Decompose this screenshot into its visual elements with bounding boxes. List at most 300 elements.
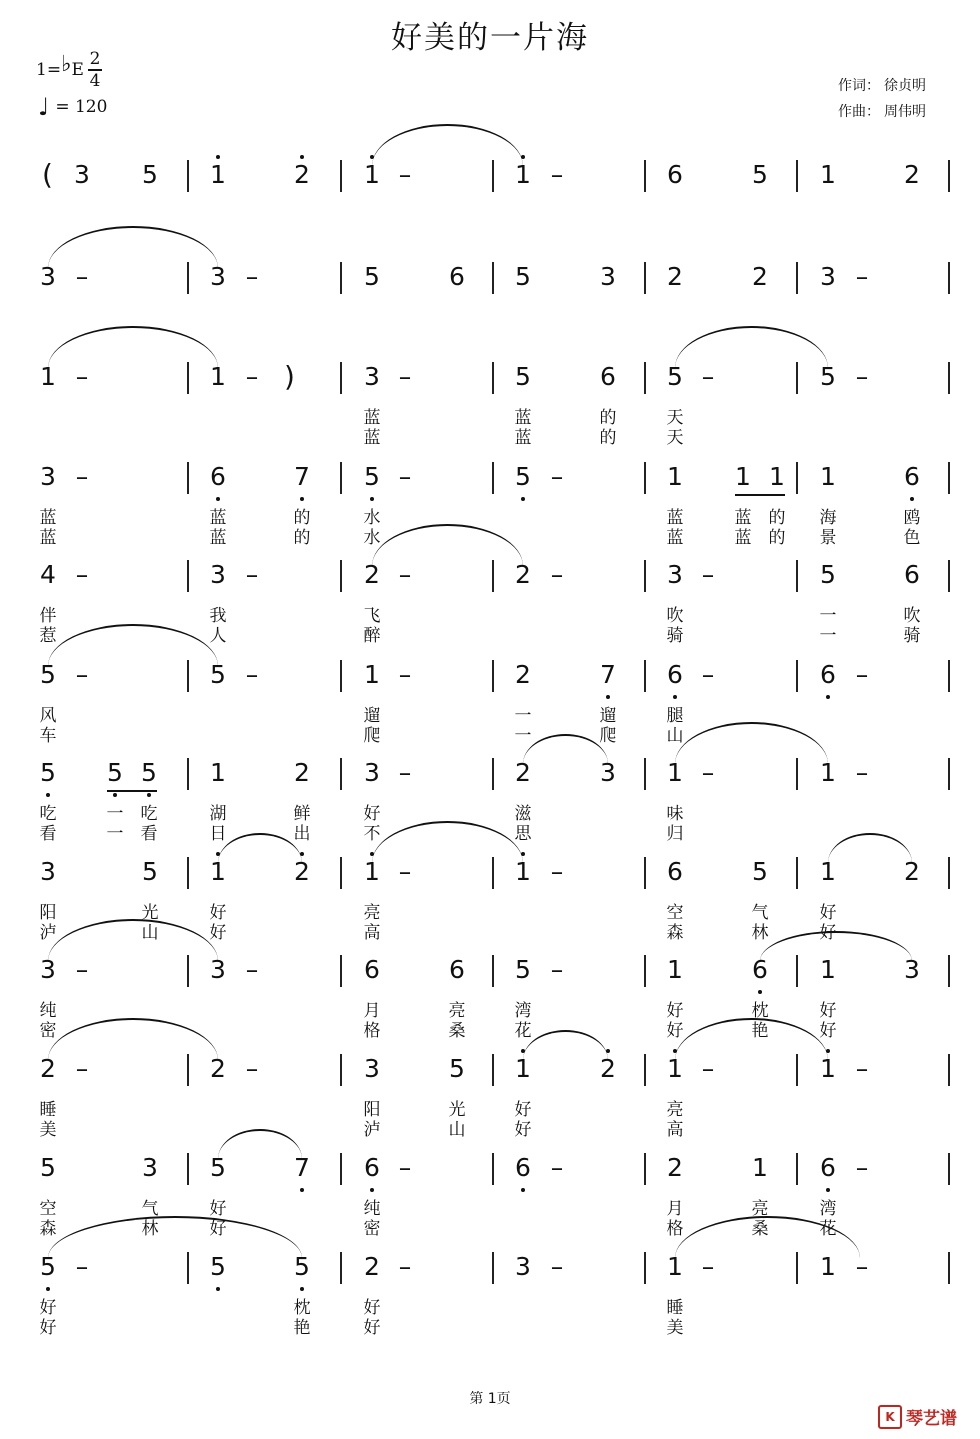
note: 1	[820, 758, 836, 787]
note: –	[550, 1153, 564, 1182]
lyric: 好	[39, 1298, 57, 1318]
note: 3	[600, 758, 616, 787]
bar-line	[948, 857, 950, 889]
bar-line	[340, 1153, 342, 1185]
bar-line	[644, 758, 646, 790]
note: 1	[364, 857, 380, 886]
lyric: 花	[514, 1021, 532, 1041]
note: 1	[210, 758, 226, 787]
note: 1	[667, 1054, 683, 1083]
bar-line	[492, 462, 494, 494]
logo-text: 琴艺谱	[906, 1409, 957, 1429]
note: 5	[820, 560, 836, 589]
lyricist-credit	[838, 75, 926, 95]
lyric: 山	[666, 726, 684, 746]
note: 2	[904, 160, 920, 189]
bar-line	[340, 955, 342, 987]
octave-dot	[826, 1188, 830, 1192]
lyric: 蓝	[363, 428, 381, 448]
lyric: 艳	[751, 1021, 769, 1041]
bar-line	[492, 1252, 494, 1284]
octave-dot	[370, 497, 374, 501]
bar-line	[644, 1153, 646, 1185]
lyric: 密	[39, 1021, 57, 1041]
note: –	[75, 362, 89, 391]
bar-line	[796, 1153, 798, 1185]
note: –	[855, 1054, 869, 1083]
slur	[48, 624, 218, 666]
bar-line	[492, 262, 494, 294]
bar-line	[948, 362, 950, 394]
note: 6	[667, 857, 683, 886]
lyric: 山	[141, 923, 159, 943]
octave-dot	[147, 793, 151, 797]
note: –	[398, 1252, 412, 1281]
key-letter: E	[71, 60, 84, 80]
note: 6	[364, 1153, 380, 1182]
lyric: 密	[363, 1219, 381, 1239]
beam-line	[735, 494, 785, 496]
lyric: 枕	[751, 1001, 769, 1021]
note: –	[75, 462, 89, 491]
note: 6	[904, 560, 920, 589]
note: 1	[735, 462, 751, 491]
slur	[372, 124, 523, 166]
slur	[760, 931, 912, 961]
note: –	[398, 362, 412, 391]
note: 6	[449, 955, 465, 984]
song-title: 好美的一片海	[391, 20, 589, 56]
slur	[372, 524, 523, 566]
meter-bottom: 4	[89, 70, 101, 91]
lyric: 醉	[363, 626, 381, 646]
lyric: 惹	[39, 626, 57, 646]
note: 3	[667, 560, 683, 589]
bar-line	[948, 560, 950, 592]
lyric: 腿	[666, 706, 684, 726]
note: 5	[515, 955, 531, 984]
note: 1	[820, 955, 836, 984]
lyric: 一	[106, 804, 124, 824]
lyric: 好	[666, 1001, 684, 1021]
lyric: 鸥	[903, 508, 921, 528]
note: 1	[667, 758, 683, 787]
note: –	[75, 560, 89, 589]
bar-line	[796, 857, 798, 889]
note: 5	[210, 1252, 226, 1281]
lyric: 蓝	[363, 408, 381, 428]
note: 6	[820, 1153, 836, 1182]
slur	[48, 226, 218, 268]
bar-line	[948, 1153, 950, 1185]
note: 3	[40, 262, 56, 291]
octave-dot	[370, 1188, 374, 1192]
lyric: 看	[140, 824, 158, 844]
bar-line	[796, 660, 798, 692]
note: 3	[142, 1153, 158, 1182]
bar-line	[948, 660, 950, 692]
key-prefix: 1=	[36, 60, 62, 80]
lyric: 蓝	[39, 528, 57, 548]
note: –	[550, 160, 564, 189]
lyric: 一	[514, 706, 532, 726]
bar-line	[644, 362, 646, 394]
lyric: 出	[293, 824, 311, 844]
lyric: 归	[666, 824, 684, 844]
bar-line	[492, 660, 494, 692]
bar-line	[796, 160, 798, 192]
slur	[48, 326, 218, 368]
lyric: 桑	[448, 1021, 466, 1041]
page-number: 第 1页	[469, 1391, 511, 1407]
lyric: 一	[106, 824, 124, 844]
note: –	[245, 660, 259, 689]
key-signature	[36, 52, 84, 81]
slur	[218, 1129, 302, 1159]
slur	[48, 1216, 302, 1258]
bar-line	[492, 758, 494, 790]
lyric: 亮	[448, 1001, 466, 1021]
bar-line	[644, 660, 646, 692]
bar-line	[644, 160, 646, 192]
lyric: 森	[666, 923, 684, 943]
slur	[372, 821, 523, 863]
note: 7	[600, 660, 616, 689]
time-signature	[88, 50, 102, 90]
lyric: 人	[209, 626, 227, 646]
note: –	[855, 758, 869, 787]
note: 5	[294, 1252, 310, 1281]
lyric: 月	[363, 1001, 381, 1021]
octave-dot	[521, 1188, 525, 1192]
note: 5	[40, 758, 56, 787]
note: 6	[667, 660, 683, 689]
lyric: 蓝	[514, 428, 532, 448]
lyric: 吃	[140, 804, 158, 824]
note: –	[855, 262, 869, 291]
octave-dot	[216, 155, 220, 159]
lyric: 好	[363, 804, 381, 824]
credit-label: 作词：	[838, 78, 880, 94]
note: 3	[74, 160, 90, 189]
note: 2	[667, 1153, 683, 1182]
octave-dot	[606, 695, 610, 699]
octave-dot	[300, 155, 304, 159]
note: 6	[820, 660, 836, 689]
lyric: 鲜	[293, 804, 311, 824]
lyric: 蓝	[209, 528, 227, 548]
lyric: 色	[903, 528, 921, 548]
lyric: 好	[209, 903, 227, 923]
note: –	[245, 955, 259, 984]
note: 1	[820, 857, 836, 886]
lyric: 的	[293, 528, 311, 548]
octave-dot	[300, 1287, 304, 1291]
note: 3	[210, 262, 226, 291]
bar-line	[796, 262, 798, 294]
slur	[675, 1018, 828, 1060]
note: 2	[40, 1054, 56, 1083]
lyric: 吹	[903, 606, 921, 626]
lyric: 风	[39, 706, 57, 726]
note: 5	[752, 857, 768, 886]
lyric: 气	[751, 903, 769, 923]
note: –	[245, 262, 259, 291]
lyric: 高	[363, 923, 381, 943]
note: –	[398, 560, 412, 589]
lyric: 纯	[39, 1001, 57, 1021]
bar-line	[948, 1252, 950, 1284]
lyric: 的	[293, 508, 311, 528]
bar-line	[340, 262, 342, 294]
note: 5	[515, 362, 531, 391]
note: –	[550, 1252, 564, 1281]
note: 3	[820, 262, 836, 291]
octave-dot	[46, 793, 50, 797]
lyric: 林	[751, 923, 769, 943]
octave-dot	[826, 695, 830, 699]
tempo-marking	[38, 93, 107, 121]
note: 1	[364, 660, 380, 689]
lyric: 滋	[514, 804, 532, 824]
lyric: 海	[819, 508, 837, 528]
bar-line	[492, 1153, 494, 1185]
lyric: 气	[141, 1199, 159, 1219]
lyric: 爬	[599, 726, 617, 746]
bar-line	[340, 758, 342, 790]
note: –	[550, 462, 564, 491]
note: 3	[515, 1252, 531, 1281]
note: 6	[210, 462, 226, 491]
note: 4	[40, 560, 56, 589]
slur	[675, 722, 828, 764]
bar-line	[948, 758, 950, 790]
lyric: 遛	[363, 706, 381, 726]
octave-dot	[216, 497, 220, 501]
bar-line	[187, 560, 189, 592]
lyric: 天	[666, 408, 684, 428]
note: –	[75, 262, 89, 291]
note: 2	[515, 758, 531, 787]
lyric: 森	[39, 1219, 57, 1239]
lyric: 阳	[39, 903, 57, 923]
bar-line	[948, 160, 950, 192]
lyric: 空	[666, 903, 684, 923]
lyric: 的	[599, 408, 617, 428]
close-paren: )	[284, 360, 295, 393]
site-logo	[878, 1404, 957, 1429]
lyric: 伴	[39, 606, 57, 626]
bar-line	[340, 1054, 342, 1086]
lyric: 好	[514, 1100, 532, 1120]
bar-line	[340, 462, 342, 494]
note: 2	[904, 857, 920, 886]
lyric: 思	[514, 824, 532, 844]
note: –	[855, 362, 869, 391]
beam-line	[107, 790, 157, 792]
lyric: 一	[514, 726, 532, 746]
tempo-value: = 120	[55, 97, 108, 117]
note: 2	[294, 160, 310, 189]
note: –	[75, 1054, 89, 1083]
slur	[48, 919, 218, 961]
lyric: 看	[39, 824, 57, 844]
note: –	[398, 160, 412, 189]
slur	[218, 833, 302, 863]
bar-line	[796, 560, 798, 592]
note: 1	[40, 362, 56, 391]
lyric: 水	[363, 528, 381, 548]
lyric: 亮	[363, 903, 381, 923]
lyric: 水	[363, 508, 381, 528]
note: 1	[515, 857, 531, 886]
note: 1	[769, 462, 785, 491]
note: 6	[600, 362, 616, 391]
lyric: 光	[448, 1100, 466, 1120]
note: –	[550, 955, 564, 984]
lyric: 我	[209, 606, 227, 626]
lyric: 好	[209, 1199, 227, 1219]
lyric: 空	[39, 1199, 57, 1219]
lyric: 的	[599, 428, 617, 448]
note: –	[855, 1252, 869, 1281]
bar-line	[644, 1252, 646, 1284]
lyric: 林	[141, 1219, 159, 1239]
lyric: 遛	[599, 706, 617, 726]
bar-line	[644, 560, 646, 592]
note: 6	[667, 160, 683, 189]
lyric: 景	[819, 528, 837, 548]
lyric: 蓝	[209, 508, 227, 528]
slur	[523, 1030, 608, 1060]
octave-dot	[673, 695, 677, 699]
note: 1	[210, 160, 226, 189]
note: 5	[820, 362, 836, 391]
lyric: 亮	[666, 1100, 684, 1120]
lyric: 好	[819, 903, 837, 923]
note: 3	[210, 955, 226, 984]
bar-line	[340, 362, 342, 394]
note: 2	[515, 660, 531, 689]
bar-line	[187, 857, 189, 889]
lyric: 桑	[751, 1219, 769, 1239]
composer-credit	[838, 101, 926, 121]
lyric: 泸	[39, 923, 57, 943]
lyric: 好	[363, 1318, 381, 1338]
lyric: 泸	[363, 1120, 381, 1140]
lyric: 高	[666, 1120, 684, 1140]
note: –	[75, 955, 89, 984]
lyric: 格	[363, 1021, 381, 1041]
octave-dot	[910, 497, 914, 501]
note: 3	[210, 560, 226, 589]
note: –	[398, 758, 412, 787]
lyric: 格	[666, 1219, 684, 1239]
bar-line	[187, 462, 189, 494]
lyric: 日	[209, 824, 227, 844]
lyric: 味	[666, 804, 684, 824]
lyric: 月	[666, 1199, 684, 1219]
note: 6	[752, 955, 768, 984]
bar-line	[187, 160, 189, 192]
note: –	[855, 660, 869, 689]
note: –	[245, 560, 259, 589]
note: 1	[820, 160, 836, 189]
note: –	[398, 1153, 412, 1182]
lyric: 的	[768, 528, 786, 548]
bar-line	[492, 1054, 494, 1086]
note: 5	[40, 660, 56, 689]
note: 1	[667, 462, 683, 491]
note: 3	[40, 462, 56, 491]
credit-name: 徐贞明	[884, 78, 926, 94]
bar-line	[948, 955, 950, 987]
bar-line	[796, 462, 798, 494]
note: 5	[364, 462, 380, 491]
note: 1	[515, 1054, 531, 1083]
slur	[675, 326, 828, 368]
note: –	[701, 362, 715, 391]
lyric: 的	[768, 508, 786, 528]
octave-dot	[300, 497, 304, 501]
lyric: 美	[39, 1120, 57, 1140]
note: –	[245, 362, 259, 391]
note: 1	[820, 462, 836, 491]
note: –	[550, 857, 564, 886]
bar-line	[187, 1153, 189, 1185]
note: 2	[364, 1252, 380, 1281]
note: 5	[107, 758, 123, 787]
bar-line	[187, 758, 189, 790]
note: 5	[667, 362, 683, 391]
lyric: 好	[819, 923, 837, 943]
note: 3	[904, 955, 920, 984]
note: –	[701, 660, 715, 689]
note: 2	[600, 1054, 616, 1083]
note: 5	[752, 160, 768, 189]
lyric: 美	[666, 1318, 684, 1338]
lyric: 睡	[39, 1100, 57, 1120]
lyric: 阳	[363, 1100, 381, 1120]
bar-line	[340, 160, 342, 192]
bar-line	[492, 955, 494, 987]
note: 2	[364, 560, 380, 589]
note: 1	[515, 160, 531, 189]
lyric: 吃	[39, 804, 57, 824]
open-paren: (	[42, 158, 53, 191]
note: 5	[515, 262, 531, 291]
lyric: 好	[819, 1021, 837, 1041]
note: 5	[364, 262, 380, 291]
flat-sign: ♭	[61, 52, 72, 77]
lyric: 蓝	[734, 508, 752, 528]
note: 1	[667, 955, 683, 984]
lyric: 好	[209, 923, 227, 943]
lyric: 艳	[293, 1318, 311, 1338]
note: 7	[294, 462, 310, 491]
lyric: 湾	[819, 1199, 837, 1219]
note: 1	[752, 1153, 768, 1182]
lyric: 山	[448, 1120, 466, 1140]
bar-line	[340, 560, 342, 592]
lyric: 天	[666, 428, 684, 448]
note: –	[701, 560, 715, 589]
note: –	[550, 560, 564, 589]
note: 7	[294, 1153, 310, 1182]
bar-line	[948, 462, 950, 494]
lyric: 蓝	[666, 528, 684, 548]
note: 2	[752, 262, 768, 291]
